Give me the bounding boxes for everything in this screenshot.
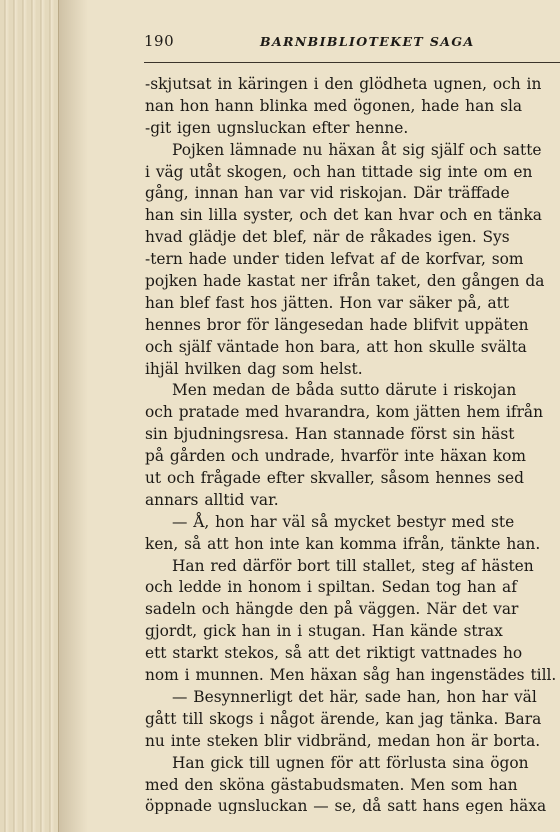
text-line: hvad glädje det blef, när de råkades igen. Sys: [145, 228, 510, 247]
text-line: öppnade ugnsluckan — se, då satt hans egen häxa: [145, 797, 547, 814]
text-line: och pratade med hvarandra, kom jätten hem ifrån: [145, 403, 544, 422]
text-line: Pojken lämnade nu häxan åt sig själf och satte: [172, 140, 542, 159]
header-rule: [144, 62, 560, 63]
text-line: ihjäl hvilken dag som helst.: [145, 359, 363, 378]
text-line: nom i munnen. Men häxan såg han ingenstädes till.: [145, 666, 557, 685]
text-line: pojken hade kastat ner ifrån taket, den gången da: [145, 272, 545, 291]
text-line: -tern hade under tiden lefvat af de korfvar, som: [145, 250, 524, 269]
text-line: i väg utåt skogen, och han tittade sig inte om en: [145, 162, 533, 181]
gutter-shadow: [58, 0, 88, 832]
text-line: annars alltid var.: [145, 490, 279, 509]
body-text: [145, 74, 560, 814]
text-line: gång, innan han var vid riskojan. Där träffade: [145, 184, 510, 203]
text-line: ett starkt stekos, så att det riktigt vattnades ho: [145, 644, 523, 663]
text-line: nan hon hann blinka med ögonen, hade han sla: [145, 96, 523, 115]
text-line: med den sköna gästabudsmaten. Men som han: [145, 775, 518, 794]
text-line: — Besynnerligt det här, sade han, hon har väl: [172, 687, 537, 706]
text-line: på gården och undrade, hvarför inte häxan kom: [145, 447, 527, 466]
text-line: -git igen ugnsluckan efter henne.: [145, 118, 409, 137]
text-line: han sin lilla syster, och det kan hvar och en tänka: [145, 206, 542, 225]
page-header: [144, 32, 560, 56]
text-line: hennes bror för längesedan hade blifvit uppäten: [145, 315, 529, 334]
text-line: och själf väntade hon bara, att hon skulle svälta: [145, 337, 527, 356]
text-line: sadeln och hängde den på väggen. När det var: [145, 600, 519, 619]
text-line: gjordt, gick han in i stugan. Han kände strax: [145, 622, 503, 641]
text-line: ken, så att hon inte kan komma ifrån, tänkte han.: [145, 534, 541, 553]
text-line: nu inte steken blir vidbränd, medan hon är borta.: [145, 731, 541, 750]
text-line: Men medan de båda sutto därute i riskojan: [172, 381, 517, 400]
text-line: och ledde in honom i spiltan. Sedan tog han af: [145, 578, 517, 597]
page-number: 190: [144, 32, 175, 50]
text-line: ut och frågade efter skvaller, såsom hennes sed: [145, 469, 524, 488]
text-line: gått till skogs i något ärende, kan jag tänka. Bara: [145, 709, 542, 728]
text-line: sin bjudningsresa. Han stannade först sin häst: [145, 425, 515, 444]
text-line: -skjutsat in käringen i den glödheta ugnen, och in: [145, 75, 542, 93]
text-line: Han gick till ugnen för att förlusta sina ögon: [172, 753, 529, 772]
text-line: — Å, hon har väl så mycket bestyr med ste: [172, 512, 515, 531]
page-edges: [0, 0, 59, 832]
text-line: Han red därför bort till stallet, steg af hästen: [172, 556, 534, 575]
text-line: han blef fast hos jätten. Hon var säker på, att: [145, 293, 510, 312]
running-title: BARNBIBLIOTEKET SAGA: [260, 34, 475, 49]
